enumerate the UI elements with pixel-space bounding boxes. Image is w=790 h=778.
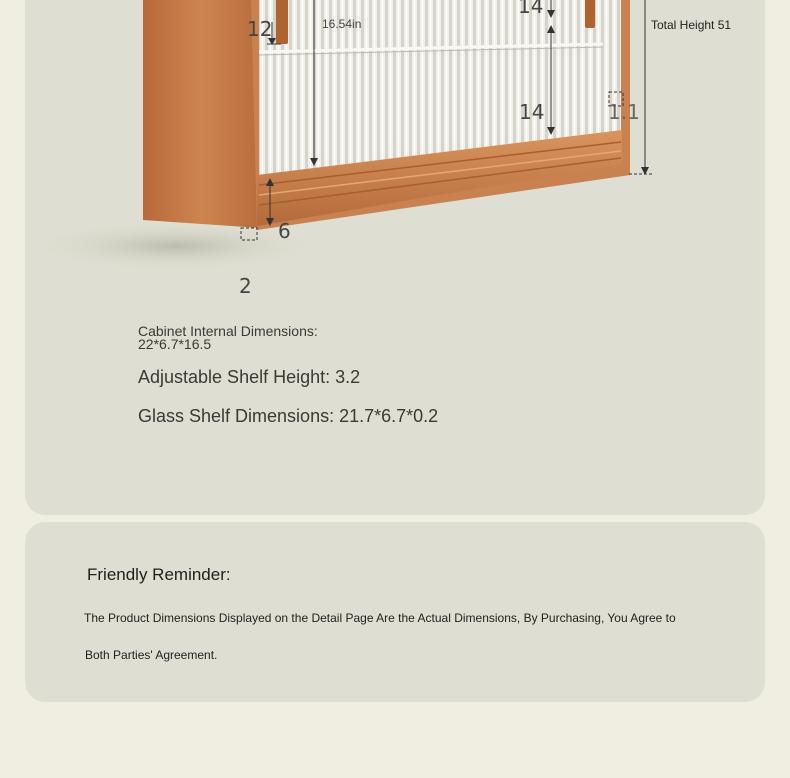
product-diagram-card [25,0,765,515]
left-door-handle [276,0,288,44]
dim-label-6: 6 [278,219,291,243]
dim-label-12: 12 [247,17,273,41]
total-height-label: Total Height 51 [651,18,732,32]
internal-dimensions-spec [138,325,378,351]
internal-dimensions-value: 22*6.7*16.5 [138,336,212,352]
dim-label-16-54in: 16.54in [322,17,362,31]
reminder-text-line-1: The Product Dimensions Displayed on the Detail Page Are the Actual Dimensions, By Purchasing, You Agree to [84,611,676,625]
cabinet-illustration [25,0,765,280]
right-door-handle [585,0,595,28]
dim-label-2: 2 [239,274,252,298]
glass-shelf-spec: Glass Shelf Dimensions: 21.7*6.7*0.2 [138,406,439,426]
shelf-height-spec: Adjustable Shelf Height: 3.2 [138,367,361,387]
reminder-title: Friendly Reminder: [87,565,231,584]
friendly-reminder-card [25,522,765,702]
dim-label-14-mid: 14 [519,100,545,124]
reminder-text-line-2: Both Parties' Agreement. [85,648,218,662]
dim-label-14-top: 14 [518,0,544,18]
internal-dimensions-label: Cabinet Internal Dimensions: [138,323,318,339]
dim-label-1-1: 1.1 [608,100,640,124]
cabinet-side-panel [143,0,261,228]
